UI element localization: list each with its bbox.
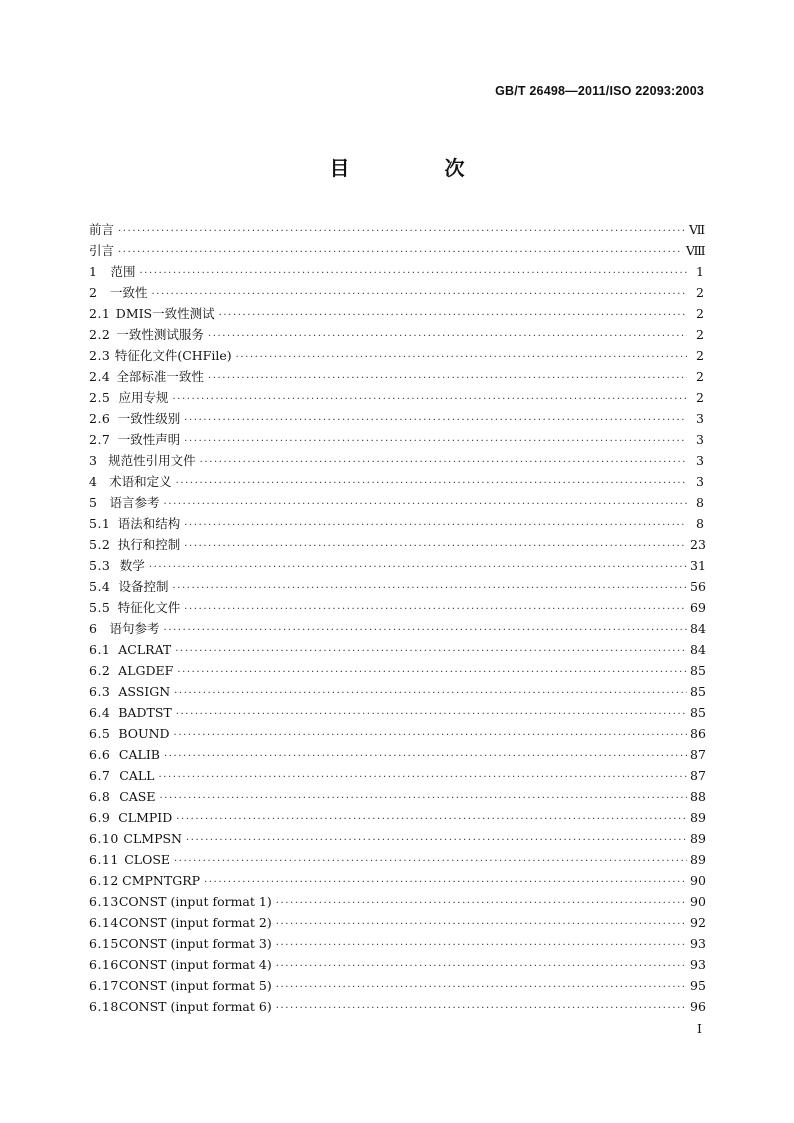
- toc-section-number: 6.1: [89, 642, 111, 657]
- toc-section-title: 语法和结构: [117, 516, 181, 531]
- toc-dot-leader: [118, 221, 686, 242]
- toc-section-number: 6.12: [89, 873, 119, 888]
- toc-page-number: 85: [690, 663, 706, 678]
- toc-dot-leader: [204, 872, 687, 893]
- toc-entry[interactable]: [89, 303, 704, 324]
- toc-page-number: 86: [690, 726, 706, 741]
- toc-section-title: CONST (input format 5): [118, 978, 272, 993]
- toc-entry[interactable]: [89, 576, 704, 597]
- toc-entry[interactable]: [89, 345, 704, 366]
- toc-page-number: 90: [690, 894, 706, 909]
- toc-section-title: 一致性: [110, 285, 148, 300]
- toc-entry[interactable]: [89, 366, 704, 387]
- toc-entry[interactable]: [89, 933, 704, 954]
- toc-entry[interactable]: [89, 975, 704, 996]
- toc-section-number: 2.7: [89, 432, 111, 447]
- toc-dot-leader: [276, 956, 687, 977]
- toc-entry[interactable]: [89, 492, 704, 513]
- toc-page-number: 2: [696, 306, 704, 321]
- toc-page-number: 56: [690, 579, 706, 594]
- toc-entry[interactable]: [89, 660, 704, 681]
- toc-entry[interactable]: [89, 765, 704, 786]
- toc-dot-leader: [118, 242, 683, 263]
- toc-section-title: ALGDEF: [118, 663, 174, 678]
- toc-section-number: 6.6: [89, 747, 111, 762]
- toc-page-number: 3: [696, 411, 704, 426]
- toc-dot-leader: [152, 284, 687, 305]
- toc-page-number: 23: [690, 537, 706, 552]
- toc-page-number: 89: [690, 852, 706, 867]
- toc-dot-leader: [176, 704, 687, 725]
- toc-section-title: CONST (input format 3): [118, 936, 272, 951]
- toc-section-number: 6.9: [89, 810, 111, 825]
- toc-section-number: 5.2: [89, 537, 111, 552]
- toc-section-title: CALIB: [118, 747, 160, 762]
- toc-section-number: 2.4: [89, 369, 111, 384]
- toc-dot-leader: [174, 851, 687, 872]
- toc-dot-leader: [208, 368, 687, 389]
- toc-section-title: ACLRAT: [118, 642, 172, 657]
- toc-page-number: 8: [696, 516, 704, 531]
- toc-section-title: 设备控制: [118, 579, 169, 594]
- toc-section-title: 应用专规: [118, 390, 169, 405]
- toc-section-title: CALL: [119, 768, 155, 783]
- toc-entry[interactable]: [89, 639, 704, 660]
- toc-dot-leader: [164, 746, 687, 767]
- toc-page-number: 93: [690, 957, 706, 972]
- toc-dot-leader: [219, 305, 687, 326]
- toc-section-number: 6.17: [89, 978, 119, 993]
- toc-dot-leader: [172, 578, 687, 599]
- toc-section-title: 范围: [110, 264, 136, 279]
- toc-dot-leader: [184, 599, 687, 620]
- toc-page-number: 95: [690, 978, 706, 993]
- toc-section-number: 2.3: [89, 348, 111, 363]
- toc-section-number: 6.5: [89, 726, 111, 741]
- toc-section-title: 一致性测试服务: [116, 327, 204, 342]
- toc-dot-leader: [200, 452, 687, 473]
- toc-section-title: 术语和定义: [109, 474, 172, 489]
- standard-code: GB/T 26498—2011/ISO 22093:2003: [495, 84, 704, 98]
- page-title: 目 次: [329, 156, 509, 180]
- toc-section-number: 6.3: [89, 684, 111, 699]
- toc-dot-leader: [159, 788, 687, 809]
- toc-section-title: CONST (input format 1): [118, 894, 272, 909]
- toc-entry[interactable]: [89, 807, 704, 828]
- toc-dot-leader: [149, 557, 687, 578]
- toc-page-number: 85: [690, 705, 706, 720]
- toc-entry[interactable]: [89, 240, 704, 261]
- toc-page-number: 3: [696, 453, 704, 468]
- toc-entry[interactable]: [89, 429, 704, 450]
- toc-entry[interactable]: [89, 261, 704, 282]
- toc-dot-leader: [186, 830, 687, 851]
- toc-page-number: 2: [696, 369, 704, 384]
- toc-entry[interactable]: [89, 870, 704, 891]
- toc-section-title: CONST (input format 2): [118, 915, 272, 930]
- toc-section-title: CMPNTGRP: [122, 873, 201, 888]
- toc-page-number: 85: [690, 684, 706, 699]
- toc-page-number: 89: [690, 831, 706, 846]
- toc-entry[interactable]: [89, 891, 704, 912]
- toc-section-title: CLMPID: [118, 810, 173, 825]
- toc-section-number: 2.5: [89, 390, 111, 405]
- toc-dot-leader: [184, 536, 687, 557]
- toc-section-number: 6.13: [89, 894, 119, 909]
- toc-section-number: 6.4: [89, 705, 111, 720]
- toc-dot-leader: [177, 662, 687, 683]
- toc-entry[interactable]: [89, 828, 704, 849]
- toc-entry[interactable]: [89, 723, 704, 744]
- toc-page-number: 2: [696, 327, 704, 342]
- toc-section-title: CONST (input format 6): [118, 999, 272, 1014]
- toc-dot-leader: [176, 473, 687, 494]
- toc-section-number: 6: [89, 621, 98, 636]
- toc-page-number: 90: [690, 873, 706, 888]
- toc-section-number: 5.1: [89, 516, 111, 531]
- toc-dot-leader: [174, 683, 687, 704]
- toc-page-number: 2: [696, 285, 704, 300]
- toc-entry[interactable]: [89, 702, 704, 723]
- toc-entry[interactable]: [89, 219, 704, 240]
- toc-entry[interactable]: [89, 954, 704, 975]
- toc-section-title: 语句参考: [109, 621, 160, 636]
- toc-section-number: 6.2: [89, 663, 111, 678]
- toc-dot-leader: [172, 389, 687, 410]
- toc-entry[interactable]: [89, 597, 704, 618]
- toc-entry[interactable]: [89, 681, 704, 702]
- toc-page-number: 87: [690, 747, 706, 762]
- toc-page-number: 31: [690, 558, 706, 573]
- toc-section-number: 6.18: [89, 999, 119, 1014]
- toc-dot-leader: [164, 620, 687, 641]
- toc-section-title: ASSIGN: [118, 684, 171, 699]
- toc-section-number: 5.3: [89, 558, 111, 573]
- toc-section-number: 6.10: [89, 831, 119, 846]
- toc-page-number: 84: [690, 642, 706, 657]
- toc-page-number: 1: [696, 264, 704, 279]
- toc-entry[interactable]: [89, 744, 704, 765]
- toc-entry[interactable]: [89, 450, 704, 471]
- toc-dot-leader: [184, 515, 687, 536]
- toc-page-number: 2: [696, 348, 704, 363]
- toc-entry[interactable]: [89, 324, 704, 345]
- toc-entry[interactable]: [89, 996, 704, 1017]
- toc-entry[interactable]: [89, 555, 704, 576]
- toc-section-title: 一致性声明: [117, 432, 181, 447]
- toc-dot-leader: [276, 914, 687, 935]
- toc-entry[interactable]: [89, 618, 704, 639]
- toc-section-title: 语言参考: [109, 495, 160, 510]
- toc-section-number: 2.2: [89, 327, 111, 342]
- toc-dot-leader: [174, 725, 687, 746]
- toc-dot-leader: [175, 641, 687, 662]
- toc-section-number: 6.15: [89, 936, 119, 951]
- toc-dot-leader: [276, 977, 687, 998]
- toc-dot-leader: [164, 494, 687, 515]
- page-number: I: [697, 1021, 702, 1036]
- toc-section-title: BADTST: [118, 705, 172, 720]
- toc-section-number: 5.5: [89, 600, 111, 615]
- toc-dot-leader: [208, 326, 687, 347]
- toc-page-number: 69: [690, 600, 706, 615]
- toc-section-number: 6.11: [89, 852, 119, 867]
- toc-dot-leader: [176, 809, 687, 830]
- toc-page-number: 3: [696, 474, 704, 489]
- toc-page-number: 2: [696, 390, 704, 405]
- toc-page-number: 8: [696, 495, 704, 510]
- toc-section-number: 3: [89, 453, 98, 468]
- toc-section-title: DMIS一致性测试: [115, 306, 215, 321]
- toc-entry[interactable]: [89, 282, 704, 303]
- toc-section-title: 一致性级别: [117, 411, 181, 426]
- toc-page-number: 89: [690, 810, 706, 825]
- toc-dot-leader: [184, 410, 687, 431]
- toc-section-title: 特征化文件(CHFile): [114, 348, 232, 363]
- toc-page-number: 93: [690, 936, 706, 951]
- toc-dot-leader: [276, 935, 687, 956]
- toc-section-title: CASE: [119, 789, 156, 804]
- toc-entry[interactable]: [89, 849, 704, 870]
- toc-section-title: 数学: [119, 558, 145, 573]
- toc-section-number: 5: [89, 495, 98, 510]
- toc-dot-leader: [140, 263, 688, 284]
- toc-section-title: CLOSE: [124, 852, 171, 867]
- toc-section-number: 4: [89, 474, 98, 489]
- toc-dot-leader: [184, 431, 687, 452]
- toc-entry[interactable]: [89, 471, 704, 492]
- toc-section-title: BOUND: [118, 726, 170, 741]
- toc-page-number: 84: [690, 621, 706, 636]
- toc-section-number: 2.6: [89, 411, 111, 426]
- toc-section-title: 执行和控制: [117, 537, 181, 552]
- toc-entry[interactable]: [89, 534, 704, 555]
- toc-page-number: 88: [690, 789, 706, 804]
- toc-page-number: Ⅶ: [689, 222, 706, 237]
- toc-entry[interactable]: [89, 387, 704, 408]
- toc-section-title: 规范性引用文件: [108, 453, 196, 468]
- toc-section-number: 2.1: [89, 306, 111, 321]
- toc-section-number: 6.14: [89, 915, 119, 930]
- toc-section-title: 引言: [89, 243, 115, 258]
- toc-section-number: 1: [89, 264, 98, 279]
- toc-entry[interactable]: [89, 513, 704, 534]
- toc-page-number: 96: [690, 999, 706, 1014]
- toc-section-title: 全部标准一致性: [116, 369, 204, 384]
- toc-section-number: 6.7: [89, 768, 111, 783]
- toc-dot-leader: [158, 767, 687, 788]
- toc-section-number: 6.8: [89, 789, 111, 804]
- toc-dot-leader: [276, 998, 687, 1019]
- toc-entry[interactable]: [89, 408, 704, 429]
- toc-entry[interactable]: [89, 912, 704, 933]
- toc-page-number: 87: [690, 768, 706, 783]
- toc-entry[interactable]: [89, 786, 704, 807]
- toc-page-number: 3: [696, 432, 704, 447]
- toc-section-title: CONST (input format 4): [118, 957, 272, 972]
- toc-section-title: CLMPSN: [123, 831, 182, 846]
- toc-section-number: 5.4: [89, 579, 111, 594]
- toc-section-title: 特征化文件: [117, 600, 181, 615]
- toc-section-number: 2: [89, 285, 98, 300]
- toc-dot-leader: [276, 893, 687, 914]
- toc-page-number: 92: [690, 915, 706, 930]
- table-of-contents: [89, 219, 704, 1017]
- toc-section-title: 前言: [89, 222, 115, 237]
- toc-page-number: Ⅷ: [685, 243, 706, 258]
- toc-section-number: 6.16: [89, 957, 119, 972]
- toc-dot-leader: [236, 347, 687, 368]
